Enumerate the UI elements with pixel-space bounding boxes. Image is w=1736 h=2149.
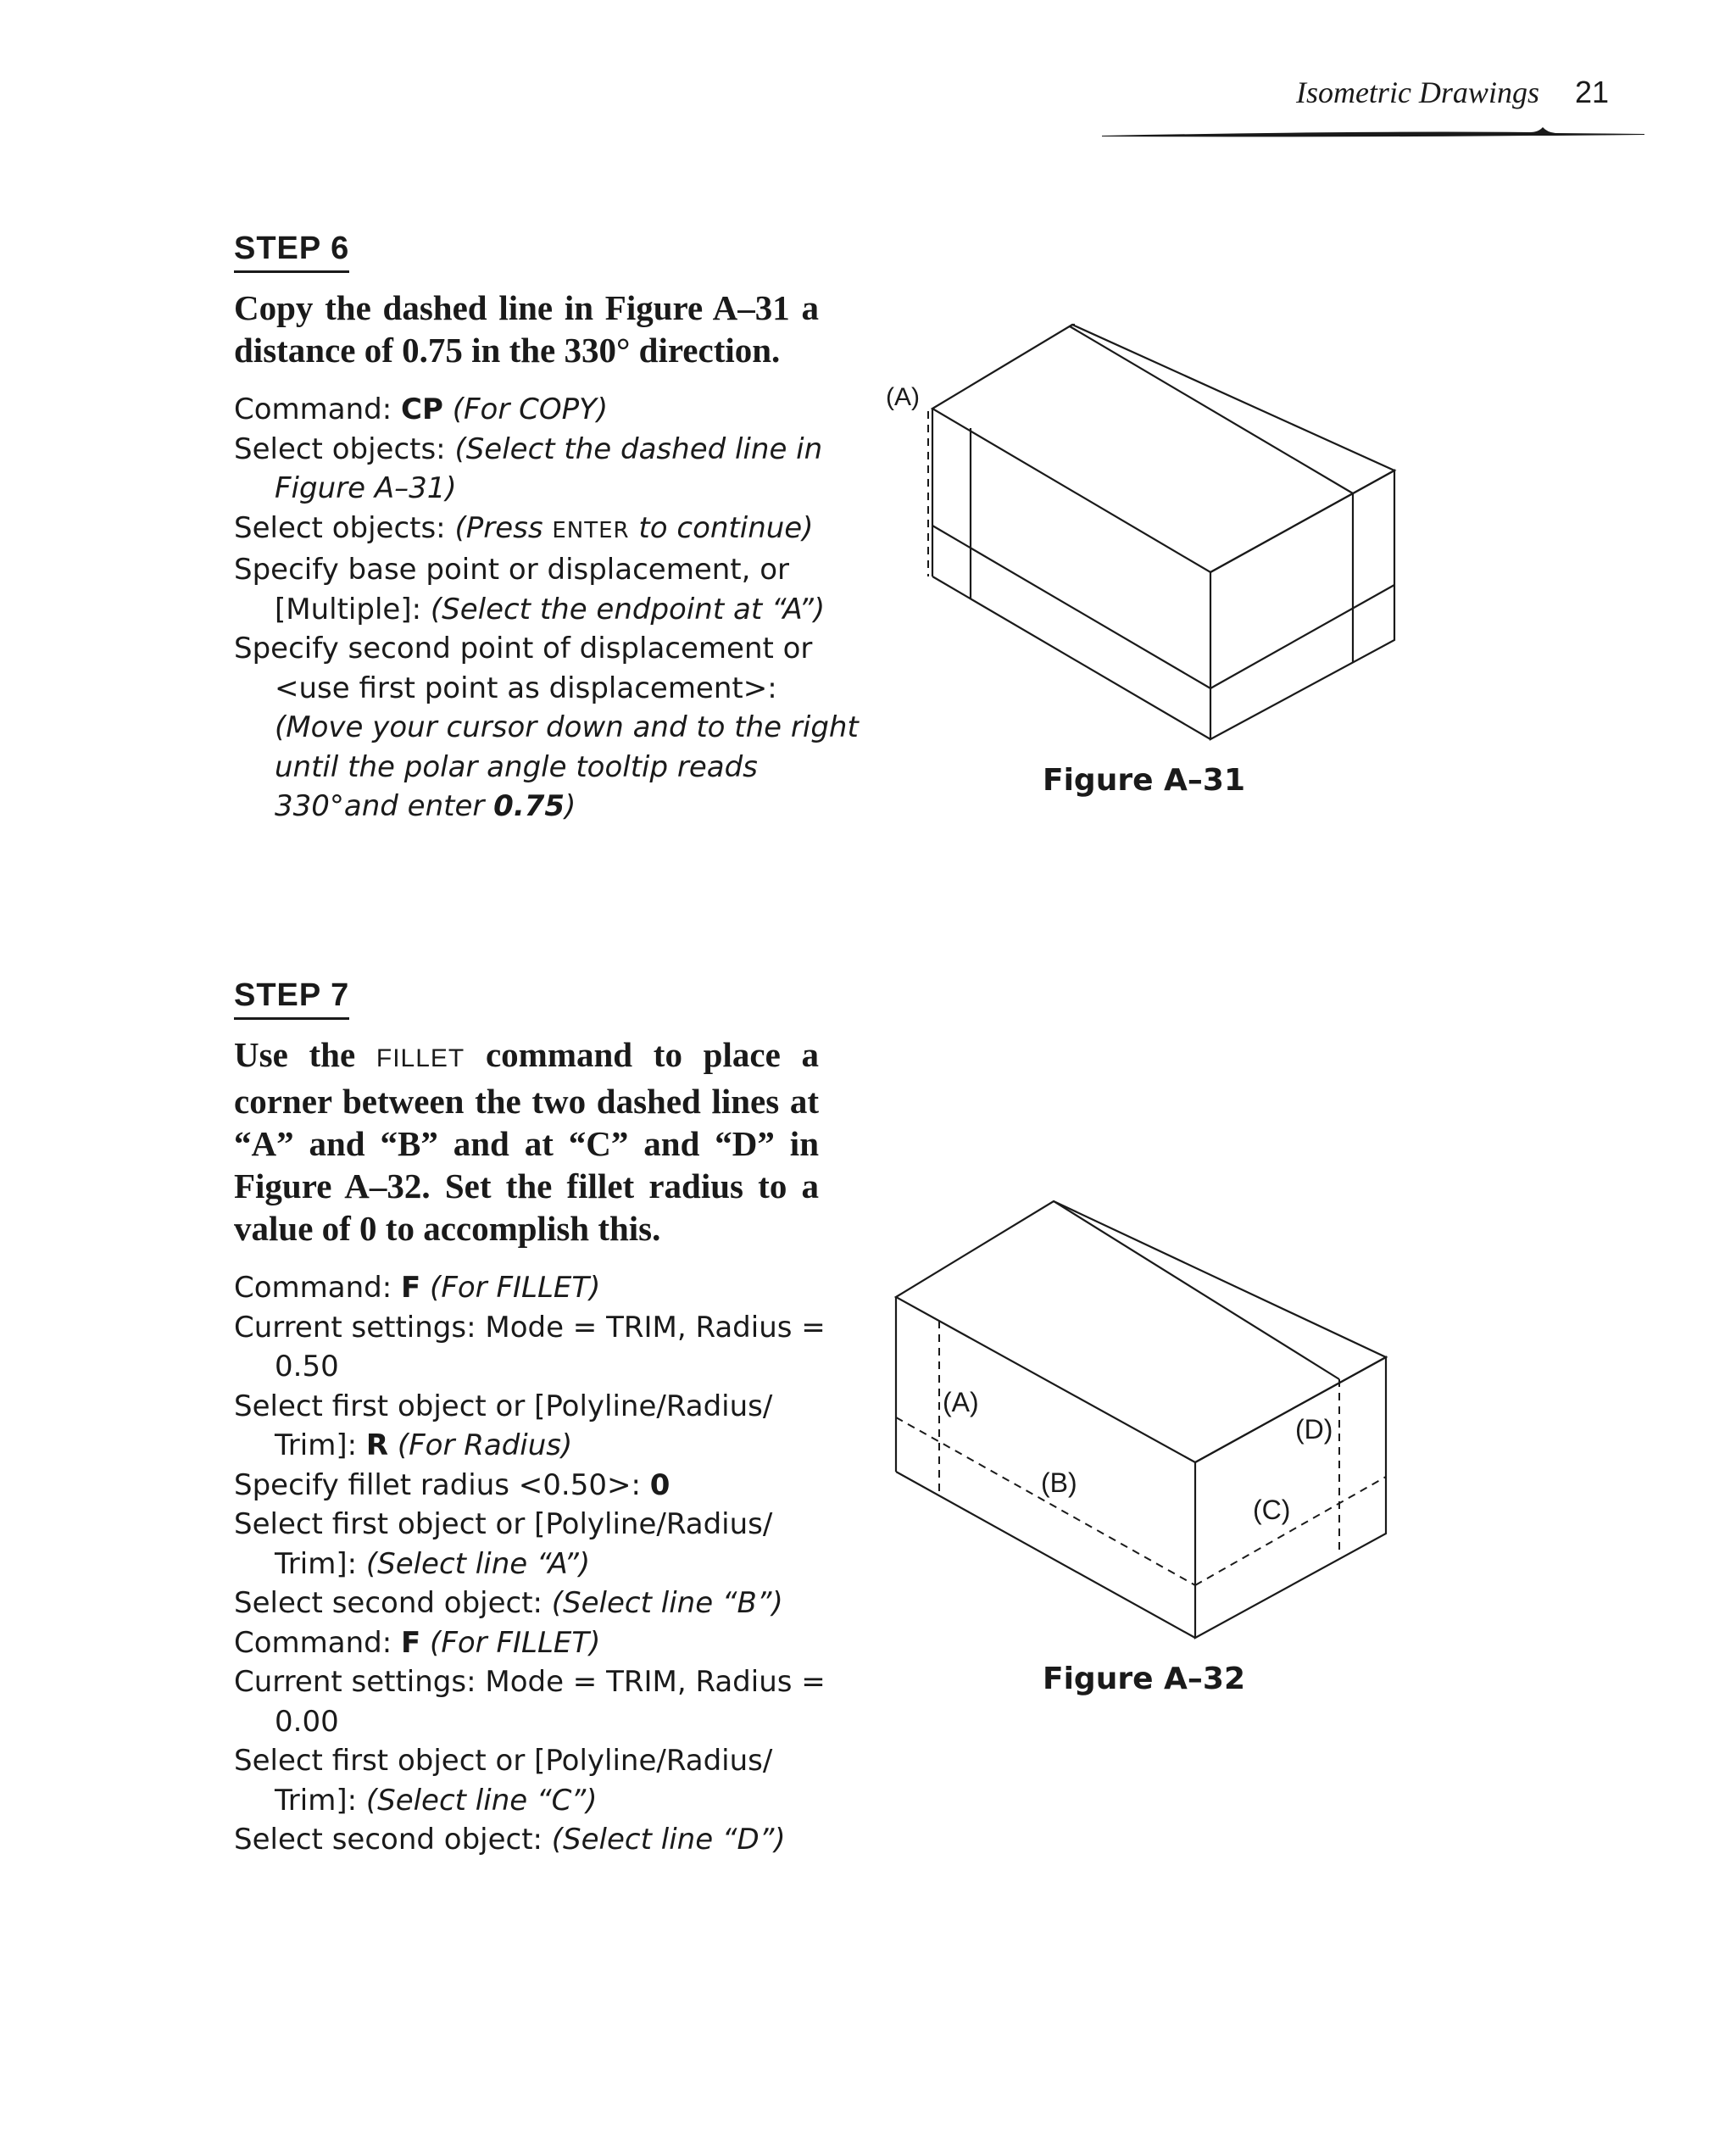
comment-text: (Select line “B”) bbox=[551, 1586, 783, 1620]
comment-text: (Select line “C”) bbox=[365, 1783, 598, 1818]
step-instruction bbox=[234, 1033, 819, 1250]
dashed-lines bbox=[896, 1321, 1386, 1585]
step-instruction: Copy the dashed line in Figure A–31 a distance of 0.75 in the 330° direction. bbox=[234, 288, 819, 370]
prompt-text: Current settings: Mode = TRIM, Radius = bbox=[234, 1665, 826, 1699]
step-6 bbox=[234, 231, 859, 827]
command-line bbox=[234, 469, 819, 509]
user-input: R bbox=[365, 1428, 389, 1462]
prompt-text: Select objects: bbox=[234, 431, 455, 466]
command-line bbox=[234, 1623, 819, 1663]
step-label: STEP 6 bbox=[234, 231, 349, 273]
command-sequence bbox=[234, 1268, 826, 1860]
command-line bbox=[234, 590, 826, 630]
figure-a32 bbox=[873, 1174, 1416, 1708]
prompt-text: Specify base point or displacement, or bbox=[234, 553, 790, 587]
command-line bbox=[234, 550, 819, 590]
comment-text: (Move your cursor down and to the right bbox=[275, 710, 859, 744]
figure-caption: Figure A–32 bbox=[1043, 1662, 1245, 1696]
figure-label-b: (B) bbox=[1041, 1467, 1077, 1498]
comment-text: to continue) bbox=[629, 510, 814, 545]
user-input: 0.75 bbox=[493, 789, 565, 823]
comment-text: (For FILLET) bbox=[420, 1271, 601, 1305]
comment-text: 330°and enter bbox=[275, 789, 494, 823]
command-name: FILLET bbox=[376, 1044, 465, 1072]
comment-text: (For Radius) bbox=[388, 1428, 573, 1462]
command-line bbox=[234, 669, 819, 709]
command-line bbox=[234, 1308, 826, 1348]
command-line bbox=[234, 1662, 826, 1702]
user-input: F bbox=[401, 1271, 421, 1305]
command-line bbox=[234, 1387, 819, 1427]
prompt-text: Select first object or [Polyline/Radius/ bbox=[234, 1389, 773, 1423]
command-line bbox=[234, 1426, 819, 1466]
running-head bbox=[1296, 75, 1609, 110]
prompt-text: [Multiple]: bbox=[275, 592, 431, 626]
running-title: Isometric Drawings bbox=[1295, 75, 1539, 109]
comment-text: (For COPY) bbox=[442, 392, 609, 426]
prompt-text: Select second object: bbox=[234, 1586, 552, 1620]
page-number: 21 bbox=[1574, 75, 1609, 109]
instruction-text: command to place a corner between the two dashed lines at “A” and “B” and at “C” and “D” in Figure A–32. Set the fillet radius to a value of 0 to accomplish this. bbox=[234, 1035, 819, 1248]
comment-text: (Select the endpoint at “A”) bbox=[430, 592, 826, 626]
command-line bbox=[234, 430, 823, 470]
command-line bbox=[234, 1820, 819, 1860]
command-line bbox=[234, 1584, 819, 1623]
command-line bbox=[234, 509, 819, 551]
command-line bbox=[234, 1702, 819, 1742]
prompt-text: Select first object or [Polyline/Radius/ bbox=[234, 1744, 773, 1778]
prompt-text: Select objects: bbox=[234, 510, 455, 545]
figure-caption: Figure A–31 bbox=[1043, 763, 1245, 798]
comment-text: (For FILLET) bbox=[420, 1625, 601, 1660]
instruction-text: Use the bbox=[234, 1035, 376, 1074]
key-name: ENTER bbox=[552, 517, 630, 543]
command-line bbox=[234, 1781, 819, 1821]
prompt-text: Current settings: Mode = TRIM, Radius = bbox=[234, 1310, 826, 1345]
comment-text: until the polar angle tooltip reads bbox=[275, 749, 758, 784]
prompt-text: <use first point as displacement>: bbox=[275, 671, 777, 705]
command-line bbox=[234, 708, 859, 748]
prompt-text: Trim]: bbox=[275, 1783, 366, 1818]
figure-label-c: (C) bbox=[1253, 1495, 1291, 1525]
command-line bbox=[234, 748, 819, 788]
user-input: F bbox=[401, 1625, 421, 1660]
figure-label-a: (A) bbox=[943, 1387, 979, 1417]
step-label: STEP 7 bbox=[234, 977, 349, 1020]
comment-text: Figure A–31) bbox=[275, 471, 457, 505]
figure-label-d: (D) bbox=[1295, 1414, 1333, 1445]
comment-text: (Select line “A”) bbox=[365, 1546, 591, 1581]
comment-text: (Press bbox=[454, 510, 553, 545]
isometric-box-drawing bbox=[873, 1174, 1416, 1708]
command-sequence bbox=[234, 390, 859, 827]
user-input: CP bbox=[401, 392, 443, 426]
prompt-text: Command: bbox=[234, 1271, 402, 1305]
prompt-text: Trim]: bbox=[275, 1546, 366, 1581]
figure-a31 bbox=[873, 297, 1416, 822]
prompt-text: 0.00 bbox=[275, 1704, 339, 1739]
prompt-text: Specify fillet radius <0.50>: bbox=[234, 1467, 650, 1502]
header-rule bbox=[1102, 125, 1644, 141]
comment-text: (Select the dashed line in bbox=[454, 431, 823, 466]
command-line bbox=[234, 787, 819, 827]
command-line bbox=[234, 1505, 819, 1545]
comment-text: (Select line “D”) bbox=[551, 1823, 786, 1857]
command-line bbox=[234, 1347, 819, 1387]
command-line bbox=[234, 1545, 819, 1584]
figure-label-a: (A) bbox=[886, 383, 920, 411]
command-line bbox=[234, 1466, 819, 1506]
isometric-box-drawing bbox=[873, 297, 1416, 822]
command-line bbox=[234, 1268, 819, 1308]
prompt-text: Select first object or [Polyline/Radius/ bbox=[234, 1507, 773, 1541]
command-line bbox=[234, 390, 819, 430]
prompt-text: 0.50 bbox=[275, 1350, 339, 1383]
prompt-text: Command: bbox=[234, 1625, 402, 1660]
prompt-text: Trim]: bbox=[275, 1428, 366, 1462]
command-line bbox=[234, 1741, 819, 1781]
command-line bbox=[234, 629, 819, 669]
prompt-text: Command: bbox=[234, 392, 402, 426]
user-input: 0 bbox=[649, 1467, 670, 1502]
prompt-text: Specify second point of displacement or bbox=[234, 632, 813, 665]
comment-text: ) bbox=[565, 789, 576, 823]
prompt-text: Select second object: bbox=[234, 1823, 552, 1857]
step-7 bbox=[234, 977, 826, 1860]
